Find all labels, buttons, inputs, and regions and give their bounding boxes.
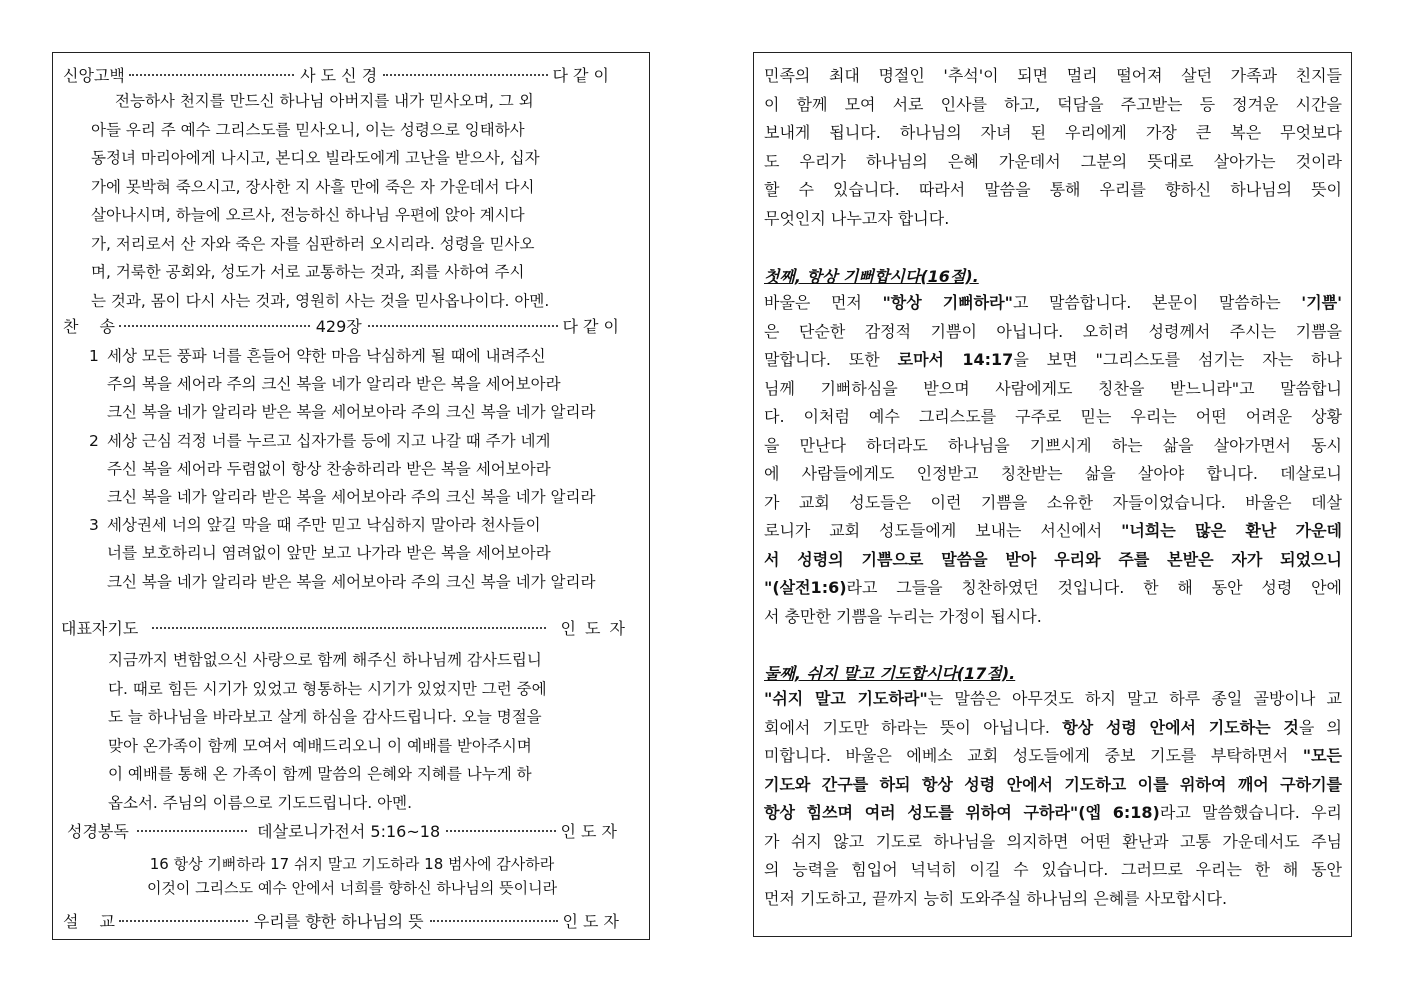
hymn-lyric: 세상 근심 걱정 너를 누르고 십자가를 등에 지고 나갈 때 주가 네게 <box>107 431 551 450</box>
creed-header <box>63 63 609 85</box>
point2-line: 먼저 기도하고, 끝까지 능히 도와주실 하나님의 은혜를 사모합시다. <box>764 888 1228 908</box>
order-of-worship-panel <box>52 52 650 940</box>
intro-line: 민족의 최대 명절인 '추석'이 되면 멀리 떨어져 살던 가족과 친지들 <box>764 66 1342 85</box>
hymn-lyric: 크신 복을 네가 알리라 받은 복을 세어보아라 주의 크신 복을 네가 알리라 <box>107 572 596 591</box>
intro-line: 보내게 됩니다. 하나님의 자녀 된 우리에게 가장 큰 복은 무엇보다 <box>764 123 1342 142</box>
point1-heading: 첫째, 항상 기뻐합시다(16절). <box>764 267 979 286</box>
prayer-line: 맞아 온가족이 함께 모여서 예배드리오니 이 예배를 받아주시며 <box>108 736 532 755</box>
hymn-lyric: 주의 복을 세어라 주의 크신 복을 네가 알리라 받은 복을 세어보아라 <box>107 375 561 394</box>
creed-line: 가, 저리로서 산 자와 죽은 자를 심판하러 오시리라. 성령을 믿사오 <box>91 234 535 253</box>
point1-body <box>764 289 1342 631</box>
hymn-lyric: 세상권세 너의 앞길 막을 때 주만 믿고 낙심하지 말아라 천사들이 <box>107 516 541 535</box>
creed-line: 는 것과, 몸이 다시 사는 것과, 영원히 사는 것을 믿사옵나이다. 아멘. <box>91 291 550 310</box>
point2-line: 의 능력을 힘입어 넉넉히 이길 수 있습니다. 그러므로 우리는 한 해 동안 <box>764 860 1342 879</box>
creed-label: 신앙고백 <box>63 65 125 85</box>
prayer-line: 지금까지 변함없으신 사랑으로 함께 해주신 하나님께 감사드립니 <box>108 651 542 669</box>
creed-title: 사 도 신 경 <box>300 65 378 85</box>
prayer-leader: 인 도 자 <box>560 618 627 638</box>
hymn-line <box>89 483 595 511</box>
point2-line: 기도와 간구를 하되 항상 성령 안에서 기도하고 이를 위하여 깨어 구하기를 <box>764 774 1342 794</box>
dot-leader <box>446 830 556 832</box>
hymn-line <box>89 455 595 483</box>
hymn-lyric: 세상 모든 풍파 너를 흔들어 약한 마음 낙심하게 될 때에 내려주신 <box>107 347 546 365</box>
scripture-text <box>53 852 651 900</box>
point1-line: 로니가 교회 성도들에게 보내는 서신에서 "너희는 많은 환난 가운데 <box>764 521 1342 540</box>
sermon-leader: 인 도 자 <box>562 911 619 931</box>
dot-leader <box>129 74 294 76</box>
point1-line: 에 사람들에게도 인정받고 칭찬받는 삶을 살아야 합니다. 데살로니 <box>764 464 1342 483</box>
prayer-line: 도 늘 하나님을 바라보고 살게 하심을 감사드립니다. 오늘 명절을 <box>108 708 542 726</box>
hymn-lyric: 주신 복을 세어라 두렴없이 항상 찬송하리라 받은 복을 세어보아라 <box>107 459 551 478</box>
point1-line: 서 충만한 기쁨을 누리는 가정이 됩시다. <box>764 606 1042 626</box>
scripture-leader: 인 도 자 <box>560 821 618 841</box>
point1-line: 서 성령의 기쁨으로 말씀을 받아 우리와 주를 본받은 자가 되었으니 <box>764 549 1342 569</box>
hymn-leader: 다 같 이 <box>562 316 620 336</box>
creed-line: 살아나시며, 하늘에 오르사, 전능하신 하나님 우편에 앉아 계시다 <box>91 206 525 224</box>
verse-number: 3 <box>89 516 99 535</box>
creed-line: 전능하사 천지를 만드신 하나님 아버지를 내가 믿사오며, 그 외 <box>115 92 534 110</box>
prayer-line: 이 예배를 통해 온 가족이 함께 말씀의 은혜와 지혜를 나누게 하 <box>108 765 532 783</box>
creed-line: 며, 거룩한 공회와, 성도가 서로 교통하는 것과, 죄를 사하여 주시 <box>91 263 525 281</box>
creed-line: 가에 못박혀 죽으시고, 장사한 지 사흘 만에 죽은 자 가운데서 다시 <box>91 177 535 196</box>
dot-leader <box>383 74 548 76</box>
creed-text <box>91 87 549 315</box>
intro-line: 이 함께 모여 서로 인사를 하고, 덕담을 주고받는 등 정겨운 시간을 <box>764 94 1342 114</box>
scripture-header <box>67 819 617 841</box>
point1-line: 바울은 먼저 "항상 기뻐하라"고 말씀합니다. 본문이 말씀하는 '기쁨' <box>764 293 1343 312</box>
scripture-line: 이것이 그리스도 예수 안에서 너희를 향하신 하나님의 뜻이니라 <box>146 879 558 897</box>
hymn-line <box>89 568 595 596</box>
point2-line: "쉬지 말고 기도하라"는 말씀은 아무것도 하지 말고 하루 종일 골방이나 교 <box>764 689 1342 708</box>
dot-leader <box>430 920 559 922</box>
dot-leader <box>368 325 559 327</box>
verse-number: 1 <box>89 347 99 365</box>
sermon-intro <box>764 62 1342 233</box>
hymn-lyric: 크신 복을 네가 알리라 받은 복을 세어보아라 주의 크신 복을 네가 알리라 <box>107 487 596 506</box>
hymn-lyric: 너를 보호하리니 염려없이 앞만 보고 나가라 받은 복을 세어보아라 <box>107 544 551 563</box>
hymn-lyric: 크신 복을 네가 알리라 받은 복을 세어보아라 주의 크신 복을 네가 알리라 <box>107 403 596 422</box>
point2-heading: 둘째, 쉬지 말고 기도합시다(17절). <box>764 664 1016 683</box>
verse-number: 2 <box>89 431 99 450</box>
point1-line: 을 만난다 하더라도 하나님을 기쁘시게 하는 삶을 살아가면서 동시 <box>764 435 1342 455</box>
point2-line: 회에서 기도만 하라는 뜻이 아닙니다. 항상 성령 안에서 기도하는 것을 의 <box>764 717 1342 737</box>
scripture-reference: 데살로니가전서 5:16~18 <box>257 821 441 841</box>
intro-line: 무엇인지 나누고자 합니다. <box>764 208 950 228</box>
point1-line: 은 단순한 감정적 기쁨이 아닙니다. 오히려 성령께서 주시는 기쁨을 <box>764 321 1342 341</box>
intro-line: 도 우리가 하나님의 은혜 가운데서 그분의 뜻대로 살아가는 것이라 <box>764 151 1342 171</box>
hymn-line <box>89 398 595 426</box>
creed-line: 동정녀 마리아에게 나시고, 본디오 빌라도에게 고난을 받으사, 십자 <box>91 149 540 167</box>
prayer-text <box>108 646 547 817</box>
prayer-header <box>61 616 627 638</box>
prayer-label: 대표자기도 <box>61 618 139 638</box>
hymn-line <box>89 342 595 370</box>
point1-line: "(살전1:6)라고 그들을 칭찬하였던 것입니다. 한 해 동안 성령 안에 <box>764 578 1342 597</box>
hymn-number: 429장 <box>315 316 362 336</box>
point2-line: 미합니다. 바울은 에베소 교회 성도들에게 중보 기도를 부탁하면서 "모든 <box>764 746 1342 765</box>
dot-leader <box>152 627 546 629</box>
point1-line: 님께 기뻐하심을 받으며 사람에게도 칭찬을 받느니라"고 말씀합니 <box>764 378 1342 398</box>
creed-leader: 다 같 이 <box>552 65 609 85</box>
point1-line: 말합니다. 또한 로마서 14:17을 보면 "그리스도를 섬기는 자는 하나 <box>764 350 1342 369</box>
hymn-line <box>89 370 595 398</box>
sermon-header <box>63 909 619 931</box>
sermon-text-panel <box>753 52 1352 937</box>
scripture-line: 16 항상 기뻐하라 17 쉬지 말고 기도하라 18 범사에 감사하라 <box>149 855 555 873</box>
hymn-lyrics <box>89 342 595 596</box>
sermon-title: 우리를 향한 하나님의 뜻 <box>253 911 424 931</box>
dot-leader <box>137 830 247 832</box>
prayer-line: 다. 때로 힘든 시기가 있었고 형통하는 시기가 있었지만 그런 중에 <box>108 679 547 698</box>
dot-leader <box>119 920 248 922</box>
dot-leader <box>119 325 310 327</box>
hymn-header <box>63 314 619 336</box>
prayer-line: 옵소서. 주님의 이름으로 기도드립니다. 아멘. <box>108 793 413 812</box>
hymn-line <box>89 427 595 455</box>
hymn-line <box>89 539 595 567</box>
hymn-label: 찬 송 <box>63 316 115 336</box>
point1-line: 다. 이처럼 예수 그리스도를 구주로 믿는 우리는 어떤 어려운 상황 <box>764 407 1342 426</box>
point1-line: 가 교회 성도들은 이런 기쁨을 소유한 자들이었습니다. 바울은 데살 <box>764 492 1342 512</box>
point2-body <box>764 685 1342 913</box>
creed-line: 아들 우리 주 예수 그리스도를 믿사오니, 이는 성령으로 잉태하사 <box>91 120 525 139</box>
scripture-label: 성경봉독 <box>67 821 129 841</box>
intro-line: 할 수 있습니다. 따라서 말씀을 통해 우리를 향하신 하나님의 뜻이 <box>764 180 1342 199</box>
sermon-label: 설 교 <box>63 911 115 931</box>
hymn-line <box>89 511 595 539</box>
point2-line: 항상 힘쓰며 여러 성도를 위하여 구하라"(엡 6:18)라고 말씀했습니다. 우리 <box>764 803 1342 822</box>
point2-line: 가 쉬지 않고 기도로 하나님을 의지하면 어떤 환난과 고통 가운데서도 주님 <box>764 831 1342 851</box>
